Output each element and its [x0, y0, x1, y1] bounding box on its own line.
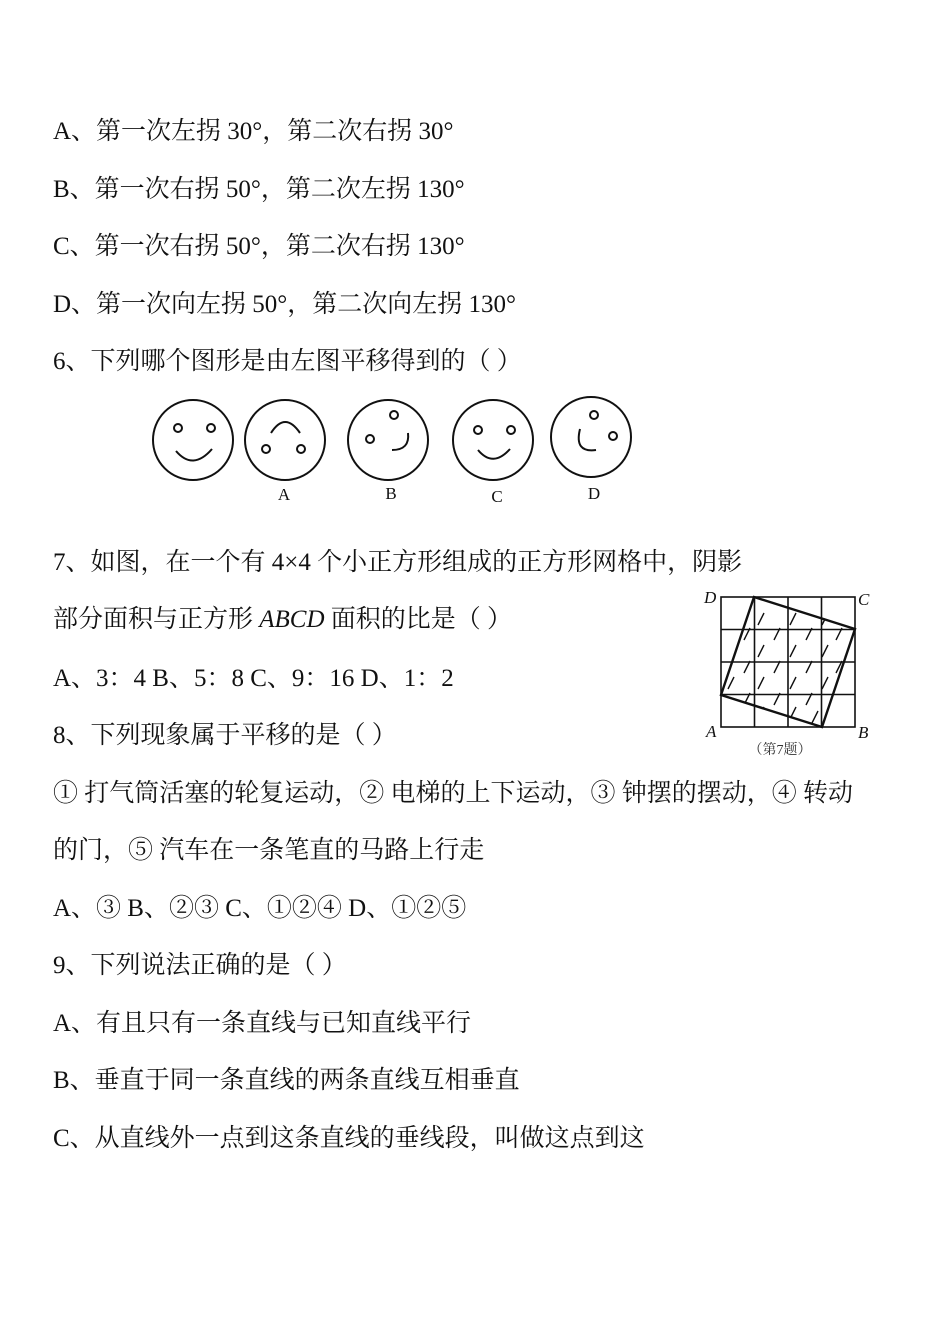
face-d — [551, 397, 631, 477]
q7-grid-figure — [700, 585, 880, 760]
face-a — [245, 400, 325, 480]
q5-option-d: D、第一次向左拐 50°，第二次向左拐 130° — [53, 291, 517, 318]
q7-options: A、3：4 B、5：8 C、9：16 D、1：2 — [53, 665, 454, 692]
q7-stem-line1: 7、如图，在一个有 4×4 个小正方形组成的正方形网格中，阴影 — [53, 549, 743, 576]
face-c — [453, 400, 533, 480]
vertex-label-d: D — [704, 588, 717, 607]
q8-options: A、③ B、②③ C、①②④ D、①②⑤ — [53, 895, 467, 922]
q7-stem-line2 — [53, 605, 512, 635]
face-original — [153, 400, 233, 480]
figure-caption: （第7题） — [748, 743, 812, 758]
q5-option-a: A、第一次左拐 30°，第二次右拐 30° — [53, 118, 454, 145]
q8-items-line1: ① 打气筒活塞的轮复运动，② 电梯的上下运动，③ 钟摆的摆动，④ 转动 — [53, 780, 854, 807]
q7-stem-pre: 部分面积与正方形 — [53, 606, 260, 633]
q7-stem-post: 面积的比是（ ） — [324, 606, 513, 633]
face-b — [348, 400, 428, 480]
q7-stem-abcd: ABCD — [259, 606, 325, 633]
face-label-b: B — [385, 484, 397, 503]
vertex-label-b: B — [858, 723, 869, 742]
q9-option-c: C、从直线外一点到这条直线的垂线段，叫做这点到这 — [53, 1125, 645, 1152]
grid-lines — [721, 597, 855, 727]
face-label-a: A — [277, 485, 291, 504]
q6-stem: 6、下列哪个图形是由左图平移得到的（ ） — [53, 348, 522, 375]
q5-option-c: C、第一次右拐 50°，第二次右拐 130° — [53, 233, 465, 260]
face-label-c: C — [491, 487, 503, 506]
q8-items-line2: 的门，⑤ 汽车在一条笔直的马路上行走 — [53, 837, 485, 864]
q5-option-b: B、第一次右拐 50°，第二次左拐 130° — [53, 176, 465, 203]
q9-option-b: B、垂直于同一条直线的两条直线互相垂直 — [53, 1067, 520, 1094]
q9-stem: 9、下列说法正确的是（ ） — [53, 952, 347, 979]
vertex-label-a: A — [706, 722, 717, 741]
q8-stem: 8、下列现象属于平移的是（ ） — [53, 722, 397, 749]
q9-option-a: A、有且只有一条直线与已知直线平行 — [53, 1010, 472, 1037]
face-label-d: D — [587, 484, 601, 503]
vertex-label-c: C — [858, 590, 870, 609]
q6-faces-figure — [148, 393, 638, 508]
